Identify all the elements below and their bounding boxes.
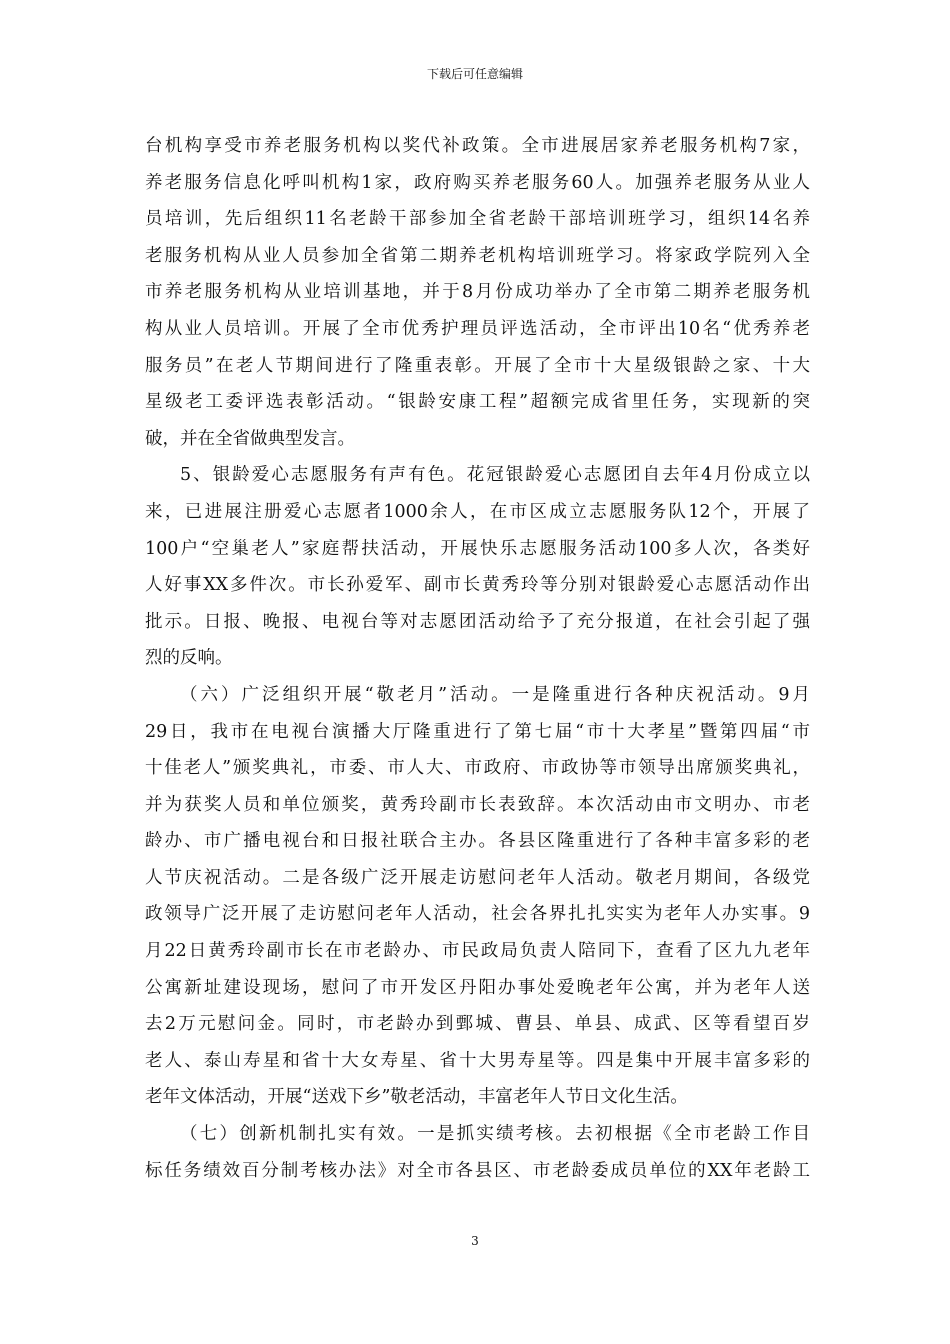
text-line: 来，已进展注册爱心志愿者1000余人，在市区成立志愿服务队12个，开展了 xyxy=(145,501,810,522)
text-line: 烈的反响。 xyxy=(145,648,233,669)
text-line: （六）广泛组织开展“敬老月”活动。一是隆重进行各种庆祝活动。9月 xyxy=(180,684,810,705)
text-line: 构从业人员培训。开展了全市优秀护理员评选活动，全市评出10名“优秀养老 xyxy=(145,318,810,339)
text-line: 市养老服务机构从业培训基地，并于8月份成功举办了全市第二期养老服务机 xyxy=(145,282,810,303)
text-line: 公寓新址建设现场，慰问了市开发区丹阳办事处爱晚老年公寓，并为老年人送 xyxy=(145,977,810,998)
text-line: 100户“空巢老人”家庭帮扶活动，开展快乐志愿服务活动100多人次，各类好 xyxy=(145,538,810,559)
text-line: 龄办、市广播电视台和日报社联合主办。各县区隆重进行了各种丰富多彩的老 xyxy=(145,831,810,852)
text-line: 月22日黄秀玲副市长在市老龄办、市民政局负责人陪同下，查看了区九九老年 xyxy=(145,941,810,962)
text-line: 星级老工委评选表彰活动。“银龄安康工程”超额完成省里任务，实现新的突 xyxy=(145,392,810,413)
paragraph xyxy=(145,128,810,457)
page-number: 3 xyxy=(471,1234,479,1248)
text-line: 人好事XX多件次。市长孙爱军、副市长黄秀玲等分别对银龄爱心志愿活动作出 xyxy=(145,575,810,596)
text-line: 政领导广泛开展了走访慰问老年人活动，社会各界扎扎实实为老年人办实事。9 xyxy=(145,904,810,925)
text-line: 老服务机构从业人员参加全省第二期养老机构培训班学习。将家政学院列入全 xyxy=(145,245,810,266)
text-line: 破，并在全省做典型发言。 xyxy=(145,428,355,449)
text-line: 十佳老人”颁奖典礼，市委、市人大、市政府、市政协等市领导出席颁奖典礼， xyxy=(145,758,810,779)
text-line: 并为获奖人员和单位颁奖，黄秀玲副市长表致辞。本次活动由市文明办、市老 xyxy=(145,794,810,815)
page-header: 下载后可任意编辑 xyxy=(426,67,523,81)
text-line: 老人、泰山寿星和省十大女寿星、省十大男寿星等。四是集中开展丰富多彩的 xyxy=(145,1050,810,1071)
paragraph xyxy=(145,677,810,1116)
text-line: 养老服务信息化呼叫机构1家，政府购买养老服务60人。加强养老服务从业人 xyxy=(145,172,810,193)
text-line: 去2万元慰问金。同时，市老龄办到鄄城、曹县、单县、成武、区等看望百岁 xyxy=(145,1014,810,1035)
text-line: 台机构享受市养老服务机构以奖代补政策。全市进展居家养老服务机构7家， xyxy=(145,136,810,156)
paragraph xyxy=(145,1116,810,1189)
text-line: 29日，我市在电视台演播大厅隆重进行了第七届“市十大孝星”暨第四届“市 xyxy=(145,721,810,742)
text-line: 人节庆祝活动。二是各级广泛开展走访慰问老年人活动。敬老月期间，各级党 xyxy=(145,867,810,888)
text-line: 标任务绩效百分制考核办法》对全市各县区、市老龄委成员单位的XX年老龄工 xyxy=(145,1160,810,1181)
text-line: 老年文体活动，开展“送戏下乡”敬老活动，丰富老年人节日文化生活。 xyxy=(145,1087,688,1108)
paragraph xyxy=(145,457,810,677)
text-line: 员培训，先后组织11名老龄干部参加全省老龄干部培训班学习，组织14名养 xyxy=(145,209,810,230)
body-text xyxy=(145,128,810,1189)
text-line: （七）创新机制扎实有效。一是抓实绩考核。去初根据《全市老龄工作目 xyxy=(180,1124,810,1145)
text-line: 服务员”在老人节期间进行了隆重表彰。开展了全市十大星级银龄之家、十大 xyxy=(145,355,810,376)
text-line: 5、银龄爱心志愿服务有声有色。花冠银龄爱心志愿团自去年4月份成立以 xyxy=(180,465,810,486)
text-line: 批示。日报、晚报、电视台等对志愿团活动给予了充分报道，在社会引起了强 xyxy=(145,611,810,632)
